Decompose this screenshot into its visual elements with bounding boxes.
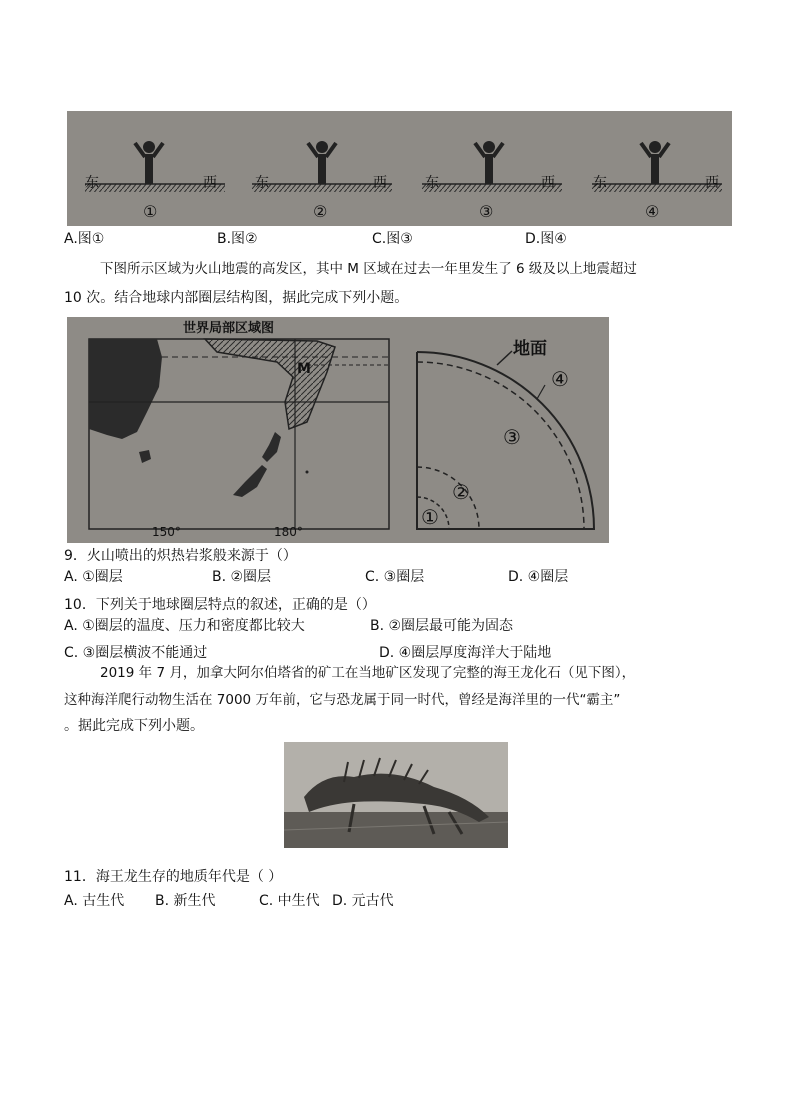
figure-standing-person [67,111,732,226]
intro2-line2: 10 次。结合地球内部圈层结构图，据此完成下列小题。 [64,290,409,306]
intro3-line3: 。据此完成下列小题。 [64,718,204,734]
panel-1-east: 东 [85,175,99,191]
q11-stem: 11．海王龙生存的地质年代是（ ） [64,869,283,885]
q9-option-b: B. ②圈层 [212,569,272,585]
q8-option-a: A.图① [64,231,105,247]
fossil-drawing [284,742,508,848]
panel-2-number: ② [313,202,328,221]
panel-2-east: 东 [255,175,269,191]
layer-2-label: ② [452,480,470,504]
q8-option-b: B.图② [217,231,258,247]
panel-3-west: 西 [541,175,555,191]
fossil-photo [284,742,508,848]
q8-option-c: C.图③ [372,231,413,247]
map-label-m: M [297,361,311,377]
q11-option-c: C. 中生代 [259,893,320,909]
layer-3-label: ③ [503,425,521,449]
q9-stem: 9．火山喷出的炽热岩浆般来源于（） [64,548,297,564]
panel-4 [592,141,722,192]
q9-option-a: A. ①圈层 [64,569,123,585]
intro2-line1: 下图所示区域为火山地震的高发区，其中 M 区域在过去一年里发生了 6 级及以上地震超过 [100,261,637,277]
map-lon-180: 180° [274,525,303,539]
panel-4-east: 东 [593,175,607,191]
panel-4-number: ④ [645,202,660,221]
q9-option-c: C. ③圈层 [365,569,425,585]
figure-map-and-layers [67,317,609,543]
panel-1-west: 西 [203,175,217,191]
q10-option-a: A. ①圈层的温度、压力和密度都比较大 [64,618,305,634]
panel-2 [252,141,392,192]
layer-surface-label: 地面 [513,339,547,359]
layer-4-label: ④ [551,367,569,391]
intro3-line2: 这种海洋爬行动物生活在 7000 万年前，它与恐龙属于同一时代，曾经是海洋里的一代“霸主” [64,692,621,708]
q10-option-b: B. ②圈层最可能为固态 [370,618,514,634]
q9-option-d: D. ④圈层 [508,569,569,585]
intro3-line1: 2019 年 7 月，加拿大阿尔伯塔省的矿工在当地矿区发现了完整的海王龙化石（见下图）， [100,665,636,681]
map-lon-150: 150° [152,525,181,539]
panel-3-number: ③ [479,202,494,221]
q10-option-c: C. ③圈层横波不能通过 [64,645,208,661]
layer-1-label: ① [421,505,439,529]
panel-4-west: 西 [705,175,719,191]
panel-1-number: ① [143,202,158,221]
panel-2-west: 西 [373,175,387,191]
map-title: 世界局部区域图 [183,321,275,336]
q8-option-d: D.图④ [525,231,567,247]
q10-stem: 10．下列关于地球圈层特点的叙述，正确的是（） [64,597,376,613]
q11-option-d: D. 元古代 [332,893,394,909]
figure-standing-person-drawing [67,111,732,226]
q11-option-a: A. 古生代 [64,893,125,909]
q10-option-d: D. ④圈层厚度海洋大于陆地 [379,645,552,661]
q11-option-b: B. 新生代 [155,893,216,909]
panel-3-east: 东 [425,175,439,191]
